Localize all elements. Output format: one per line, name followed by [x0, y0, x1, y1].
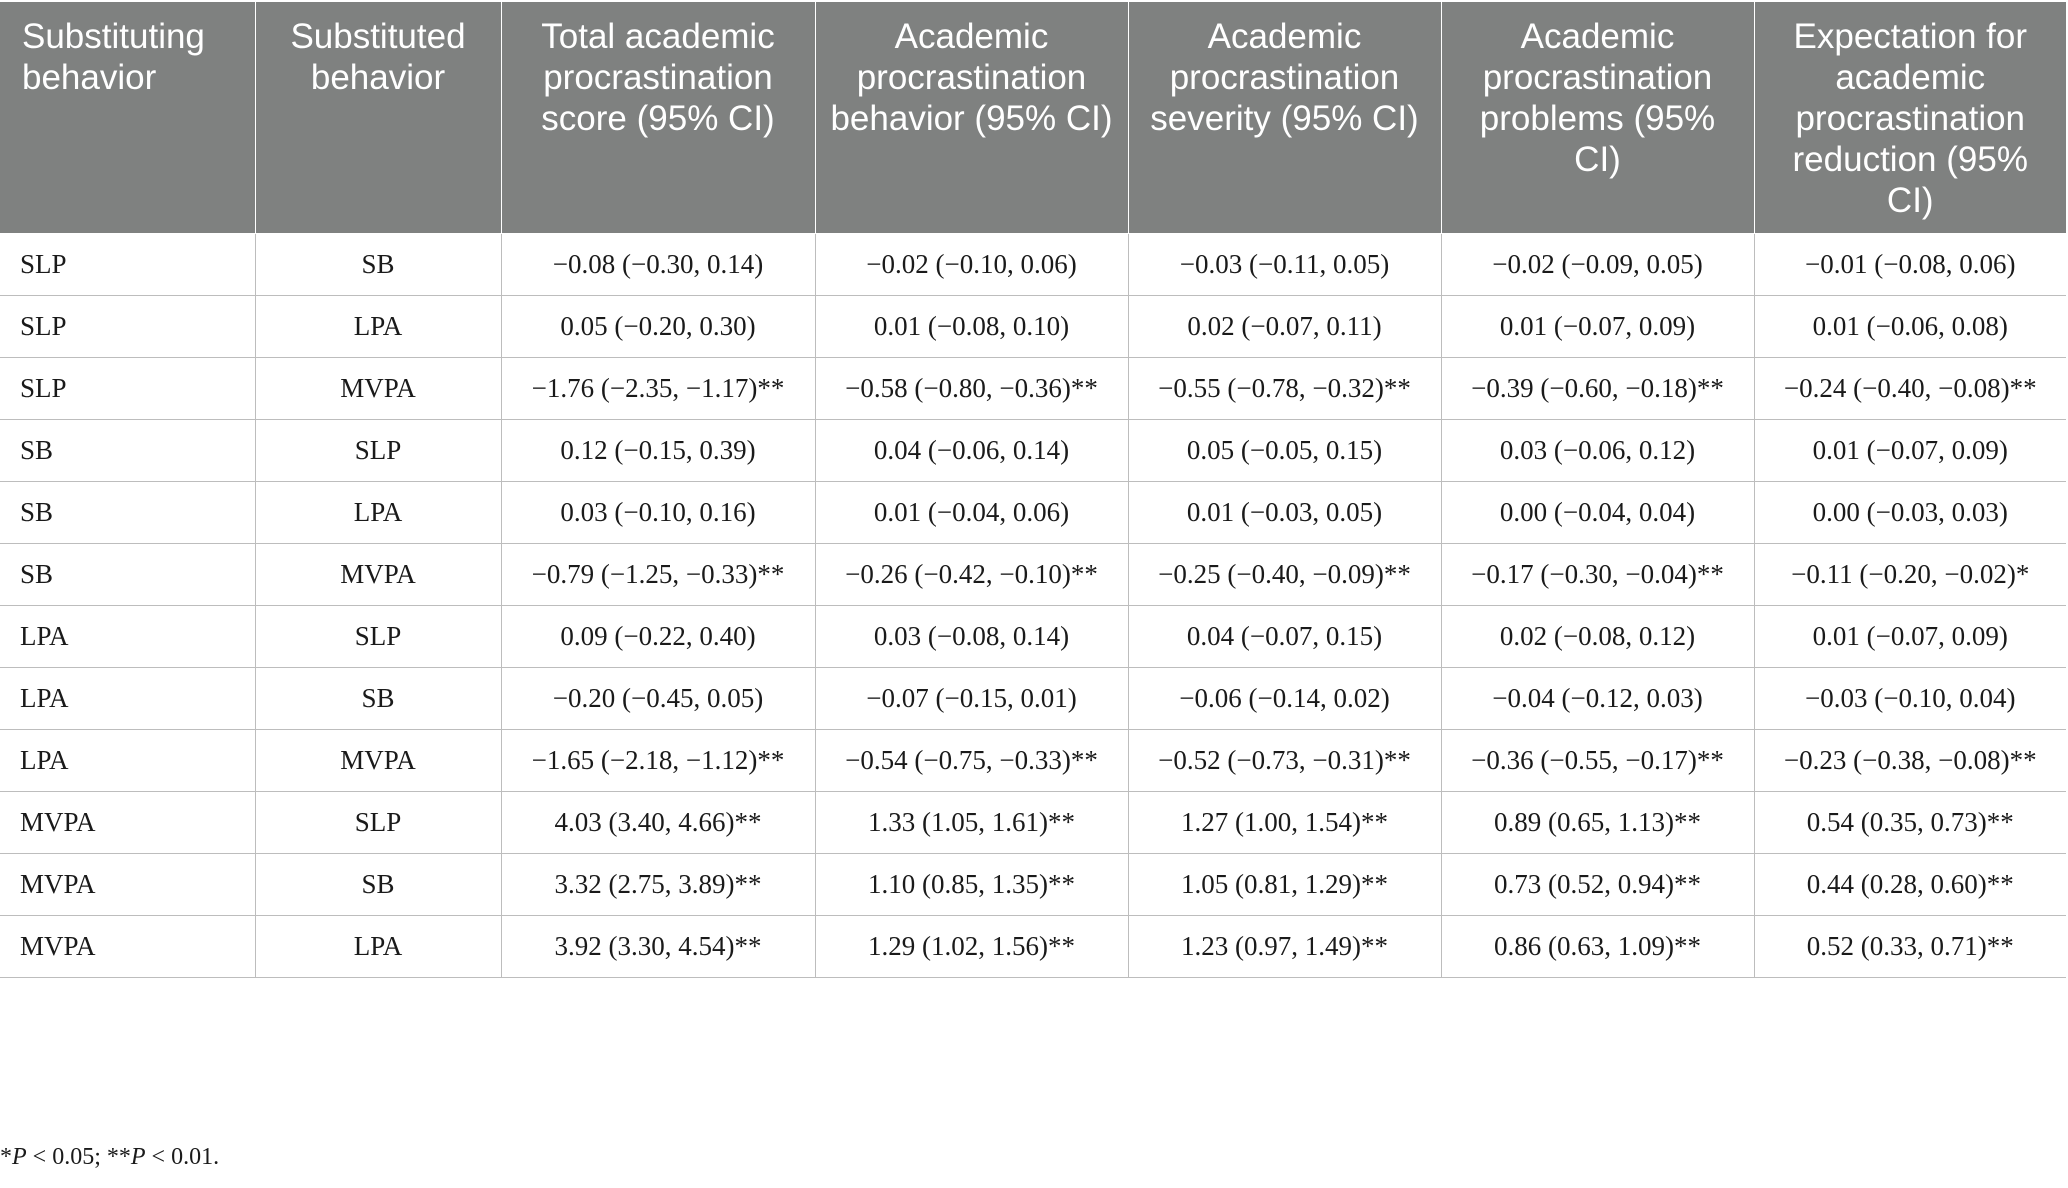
procrastination-behavior-cell: 1.10 (0.85, 1.35)** — [815, 854, 1128, 916]
expectation-reduction-cell: −0.01 (−0.08, 0.06) — [1754, 234, 2066, 296]
procrastination-severity-cell: 0.02 (−0.07, 0.11) — [1128, 296, 1441, 358]
table-row — [0, 730, 2066, 792]
procrastination-severity-cell: 0.01 (−0.03, 0.05) — [1128, 482, 1441, 544]
procrastination-severity-cell: 1.27 (1.00, 1.54)** — [1128, 792, 1441, 854]
procrastination-severity-cell: 1.05 (0.81, 1.29)** — [1128, 854, 1441, 916]
procrastination-problems-cell: 0.86 (0.63, 1.09)** — [1441, 916, 1754, 978]
procrastination-problems-cell: 0.89 (0.65, 1.13)** — [1441, 792, 1754, 854]
procrastination-behavior-cell: −0.07 (−0.15, 0.01) — [815, 668, 1128, 730]
header-substituted-behavior: Substituted behavior — [255, 2, 501, 234]
substituted-behavior-cell: MVPA — [255, 730, 501, 792]
expectation-reduction-cell: −0.11 (−0.20, −0.02)* — [1754, 544, 2066, 606]
procrastination-severity-cell: −0.06 (−0.14, 0.02) — [1128, 668, 1441, 730]
procrastination-behavior-cell: 0.01 (−0.08, 0.10) — [815, 296, 1128, 358]
substituted-behavior-cell: SLP — [255, 420, 501, 482]
procrastination-behavior-cell: −0.58 (−0.80, −0.36)** — [815, 358, 1128, 420]
expectation-reduction-cell: 0.52 (0.33, 0.71)** — [1754, 916, 2066, 978]
table-row — [0, 916, 2066, 978]
substituted-behavior-cell: MVPA — [255, 358, 501, 420]
expectation-reduction-cell: −0.03 (−0.10, 0.04) — [1754, 668, 2066, 730]
substituting-behavior-cell: MVPA — [0, 792, 255, 854]
table-row — [0, 854, 2066, 916]
table-row — [0, 420, 2066, 482]
total-score-cell: 0.12 (−0.15, 0.39) — [501, 420, 815, 482]
substituted-behavior-cell: LPA — [255, 916, 501, 978]
table-footnote — [0, 1144, 219, 1171]
results-table-container — [0, 2, 2068, 978]
procrastination-behavior-cell: 1.33 (1.05, 1.61)** — [815, 792, 1128, 854]
substituting-behavior-cell: SB — [0, 482, 255, 544]
substituting-behavior-cell: SLP — [0, 296, 255, 358]
footnote-p-symbol: P — [130, 1144, 146, 1170]
procrastination-problems-cell: −0.39 (−0.60, −0.18)** — [1441, 358, 1754, 420]
substituting-behavior-cell: LPA — [0, 668, 255, 730]
substituted-behavior-cell: SLP — [255, 606, 501, 668]
expectation-reduction-cell: 0.54 (0.35, 0.73)** — [1754, 792, 2066, 854]
procrastination-problems-cell: 0.73 (0.52, 0.94)** — [1441, 854, 1754, 916]
procrastination-severity-cell: 0.05 (−0.05, 0.15) — [1128, 420, 1441, 482]
footnote-p-symbol: P — [12, 1144, 27, 1170]
substituted-behavior-cell: SB — [255, 668, 501, 730]
total-score-cell: −0.79 (−1.25, −0.33)** — [501, 544, 815, 606]
expectation-reduction-cell: −0.23 (−0.38, −0.08)** — [1754, 730, 2066, 792]
table-header — [0, 2, 2066, 234]
substituted-behavior-cell: SB — [255, 234, 501, 296]
total-score-cell: −0.08 (−0.30, 0.14) — [501, 234, 815, 296]
procrastination-problems-cell: 0.03 (−0.06, 0.12) — [1441, 420, 1754, 482]
table-row — [0, 482, 2066, 544]
procrastination-severity-cell: 0.04 (−0.07, 0.15) — [1128, 606, 1441, 668]
substituted-behavior-cell: MVPA — [255, 544, 501, 606]
substituted-behavior-cell: SB — [255, 854, 501, 916]
table-body — [0, 234, 2066, 978]
procrastination-behavior-cell: 0.03 (−0.08, 0.14) — [815, 606, 1128, 668]
procrastination-problems-cell: −0.04 (−0.12, 0.03) — [1441, 668, 1754, 730]
total-score-cell: 0.09 (−0.22, 0.40) — [501, 606, 815, 668]
procrastination-behavior-cell: 1.29 (1.02, 1.56)** — [815, 916, 1128, 978]
footnote-threshold-005: < 0.05; — [26, 1144, 107, 1170]
procrastination-behavior-cell: −0.26 (−0.42, −0.10)** — [815, 544, 1128, 606]
table-row — [0, 668, 2066, 730]
procrastination-severity-cell: −0.55 (−0.78, −0.32)** — [1128, 358, 1441, 420]
substituting-behavior-cell: SLP — [0, 358, 255, 420]
header-procrastination-behavior: Academic procrastination behavior (95% CI) — [815, 2, 1128, 234]
procrastination-problems-cell: 0.00 (−0.04, 0.04) — [1441, 482, 1754, 544]
expectation-reduction-cell: 0.01 (−0.07, 0.09) — [1754, 420, 2066, 482]
total-score-cell: −0.20 (−0.45, 0.05) — [501, 668, 815, 730]
substituted-behavior-cell: LPA — [255, 482, 501, 544]
expectation-reduction-cell: −0.24 (−0.40, −0.08)** — [1754, 358, 2066, 420]
total-score-cell: 3.92 (3.30, 4.54)** — [501, 916, 815, 978]
expectation-reduction-cell: 0.00 (−0.03, 0.03) — [1754, 482, 2066, 544]
procrastination-problems-cell: 0.02 (−0.08, 0.12) — [1441, 606, 1754, 668]
procrastination-behavior-cell: −0.02 (−0.10, 0.06) — [815, 234, 1128, 296]
procrastination-severity-cell: −0.25 (−0.40, −0.09)** — [1128, 544, 1441, 606]
footnote-mark-single: * — [0, 1144, 12, 1170]
expectation-reduction-cell: 0.44 (0.28, 0.60)** — [1754, 854, 2066, 916]
isotemporal-substitution-table — [0, 2, 2066, 978]
procrastination-behavior-cell: −0.54 (−0.75, −0.33)** — [815, 730, 1128, 792]
expectation-reduction-cell: 0.01 (−0.07, 0.09) — [1754, 606, 2066, 668]
substituting-behavior-cell: SB — [0, 544, 255, 606]
total-score-cell: 0.05 (−0.20, 0.30) — [501, 296, 815, 358]
procrastination-behavior-cell: 0.01 (−0.04, 0.06) — [815, 482, 1128, 544]
header-procrastination-problems: Academic procrastination problems (95% CI) — [1441, 2, 1754, 234]
total-score-cell: −1.76 (−2.35, −1.17)** — [501, 358, 815, 420]
header-procrastination-severity: Academic procrastination severity (95% CI) — [1128, 2, 1441, 234]
procrastination-problems-cell: −0.17 (−0.30, −0.04)** — [1441, 544, 1754, 606]
table-row — [0, 296, 2066, 358]
table-row — [0, 544, 2066, 606]
procrastination-severity-cell: 1.23 (0.97, 1.49)** — [1128, 916, 1441, 978]
table-row — [0, 358, 2066, 420]
procrastination-behavior-cell: 0.04 (−0.06, 0.14) — [815, 420, 1128, 482]
procrastination-severity-cell: −0.52 (−0.73, −0.31)** — [1128, 730, 1441, 792]
procrastination-severity-cell: −0.03 (−0.11, 0.05) — [1128, 234, 1441, 296]
total-score-cell: 3.32 (2.75, 3.89)** — [501, 854, 815, 916]
footnote-threshold-001: < 0.01. — [145, 1144, 220, 1170]
table-row — [0, 792, 2066, 854]
table-row — [0, 606, 2066, 668]
header-substituting-behavior: Substituting behavior — [0, 2, 255, 234]
substituting-behavior-cell: MVPA — [0, 854, 255, 916]
header-total-score: Total academic procrastination score (95% CI) — [501, 2, 815, 234]
procrastination-problems-cell: −0.02 (−0.09, 0.05) — [1441, 234, 1754, 296]
header-expectation-reduction: Expectation for academic procrastination reduction (95% CI) — [1754, 2, 2066, 234]
expectation-reduction-cell: 0.01 (−0.06, 0.08) — [1754, 296, 2066, 358]
total-score-cell: −1.65 (−2.18, −1.12)** — [501, 730, 815, 792]
substituted-behavior-cell: SLP — [255, 792, 501, 854]
procrastination-problems-cell: −0.36 (−0.55, −0.17)** — [1441, 730, 1754, 792]
substituting-behavior-cell: SLP — [0, 234, 255, 296]
footnote-mark-double: ** — [106, 1144, 131, 1170]
table-row — [0, 234, 2066, 296]
substituting-behavior-cell: LPA — [0, 606, 255, 668]
substituting-behavior-cell: LPA — [0, 730, 255, 792]
procrastination-problems-cell: 0.01 (−0.07, 0.09) — [1441, 296, 1754, 358]
substituting-behavior-cell: MVPA — [0, 916, 255, 978]
header-row — [0, 2, 2066, 234]
total-score-cell: 4.03 (3.40, 4.66)** — [501, 792, 815, 854]
substituted-behavior-cell: LPA — [255, 296, 501, 358]
total-score-cell: 0.03 (−0.10, 0.16) — [501, 482, 815, 544]
substituting-behavior-cell: SB — [0, 420, 255, 482]
